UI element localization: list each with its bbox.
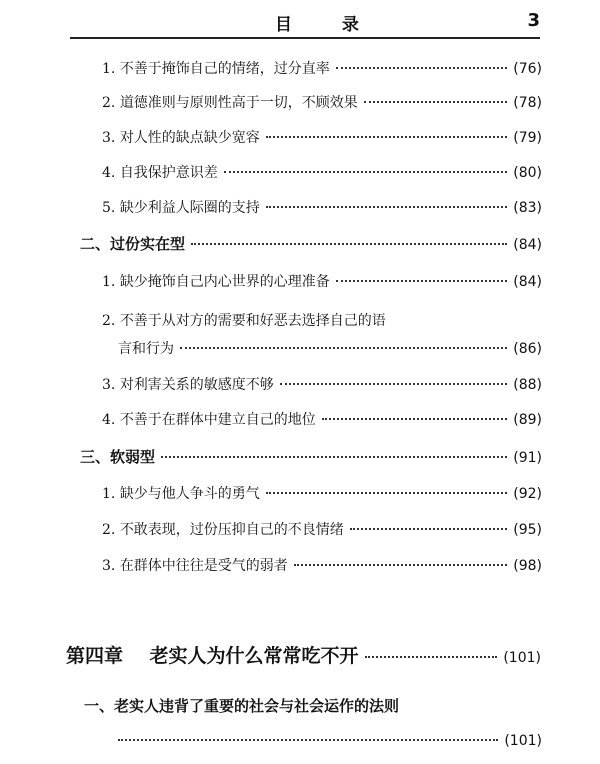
entry-page: (84) [513, 237, 542, 253]
entry-page: (98) [513, 558, 542, 574]
toc-section-entry-first-line[interactable] [84, 695, 544, 716]
entry-title: 对利害关系的敏感度不够 [119, 377, 274, 393]
dot-leader [191, 243, 507, 245]
toc-section-entry[interactable] [80, 233, 542, 254]
dot-leader [161, 456, 507, 458]
dot-leader [266, 206, 507, 208]
toc-entry-continuation[interactable] [118, 338, 542, 358]
dot-leader [280, 383, 507, 385]
entry-title: 不善于在群体中建立自己的地位 [119, 412, 316, 428]
dot-leader [336, 67, 507, 69]
entry-number: 1. [102, 274, 116, 290]
entry-number: 2. [102, 522, 116, 538]
dot-leader [364, 101, 507, 103]
dot-leader [350, 528, 507, 530]
entry-title: 软弱型 [110, 448, 156, 466]
entry-title: 在群体中往往是受气的弱者 [119, 558, 288, 574]
dot-leader [180, 347, 507, 349]
entry-page: (95) [513, 522, 542, 538]
entry-title: 老实人违背了重要的社会与社会运作的法则 [114, 697, 400, 715]
entry-number: 2. [102, 313, 116, 329]
entry-number: 3. [102, 130, 116, 146]
entry-title: 不善于从对方的需要和好恶去选择自己的语 [119, 313, 386, 329]
entry-page: (88) [513, 377, 542, 393]
toc-section-entry[interactable] [80, 446, 542, 467]
entry-page: (91) [513, 450, 542, 466]
header-page-number: 3 [527, 10, 540, 31]
toc-entry[interactable] [102, 555, 542, 575]
toc-entry[interactable] [102, 271, 542, 291]
entry-page: (76) [513, 61, 542, 77]
entry-page: (101) [504, 733, 542, 749]
entry-title: 过份实在型 [110, 235, 186, 253]
entry-page: (79) [513, 130, 542, 146]
entry-page: (86) [513, 341, 542, 357]
entry-title: 不敢表现，过份压抑自己的不良情绪 [119, 522, 344, 538]
entry-title: 道德准则与原则性高于一切，不顾效果 [119, 95, 358, 111]
toc-entry[interactable] [102, 197, 542, 217]
entry-page: (83) [513, 200, 542, 216]
entry-title: 缺少与他人争斗的勇气 [119, 486, 260, 502]
dot-leader [365, 656, 498, 658]
dot-leader [336, 280, 507, 282]
entry-title: 对人性的缺点缺少宽容 [119, 130, 260, 146]
entry-page: (101) [503, 650, 541, 666]
entry-number: 一、 [84, 697, 115, 715]
dot-leader [266, 136, 507, 138]
entry-number: 三、 [80, 448, 111, 466]
toc-entry[interactable] [102, 127, 542, 147]
dot-leader [118, 739, 498, 741]
chapter-title: 老实人为什么常常吃不开 [149, 645, 359, 667]
entry-title: 缺少掩饰自己内心世界的心理准备 [119, 274, 330, 290]
entry-title: 自我保护意识差 [119, 165, 218, 181]
entry-title: 缺少利益人际圈的支持 [119, 200, 260, 216]
toc-entry-first-line[interactable] [102, 310, 542, 330]
entry-number: 3. [102, 377, 116, 393]
entry-number: 2. [102, 95, 116, 111]
toc-chapter-entry[interactable] [66, 641, 541, 668]
entry-number: 1. [102, 61, 116, 77]
toc-entry-continuation[interactable] [118, 733, 542, 749]
toc-entry[interactable] [102, 409, 542, 429]
chapter-number: 第四章 [66, 645, 124, 667]
entry-number: 1. [102, 486, 116, 502]
entry-page: (92) [513, 486, 542, 502]
entry-page: (89) [513, 412, 542, 428]
entry-page: (78) [513, 95, 542, 111]
entry-number: 5. [102, 200, 116, 216]
toc-entry[interactable] [102, 92, 542, 112]
entry-page: (80) [513, 165, 542, 181]
toc-entry[interactable] [102, 374, 542, 394]
entry-number: 4. [102, 412, 116, 428]
entry-title: 不善于掩饰自己的情绪，过分直率 [119, 61, 330, 77]
dot-leader [322, 418, 507, 420]
dot-leader [294, 564, 507, 566]
dot-leader [266, 492, 507, 494]
entry-title-continued: 言和行为 [118, 341, 174, 357]
entry-number: 4. [102, 165, 116, 181]
entry-page: (84) [513, 274, 542, 290]
toc-entry[interactable] [102, 519, 542, 539]
entry-number: 3. [102, 558, 116, 574]
toc-entry[interactable] [102, 162, 542, 182]
toc-entry[interactable] [102, 483, 542, 503]
entry-number: 二、 [80, 235, 111, 253]
dot-leader [224, 171, 507, 173]
toc-entry[interactable] [102, 58, 542, 78]
header-title: 目 录 [275, 15, 381, 35]
